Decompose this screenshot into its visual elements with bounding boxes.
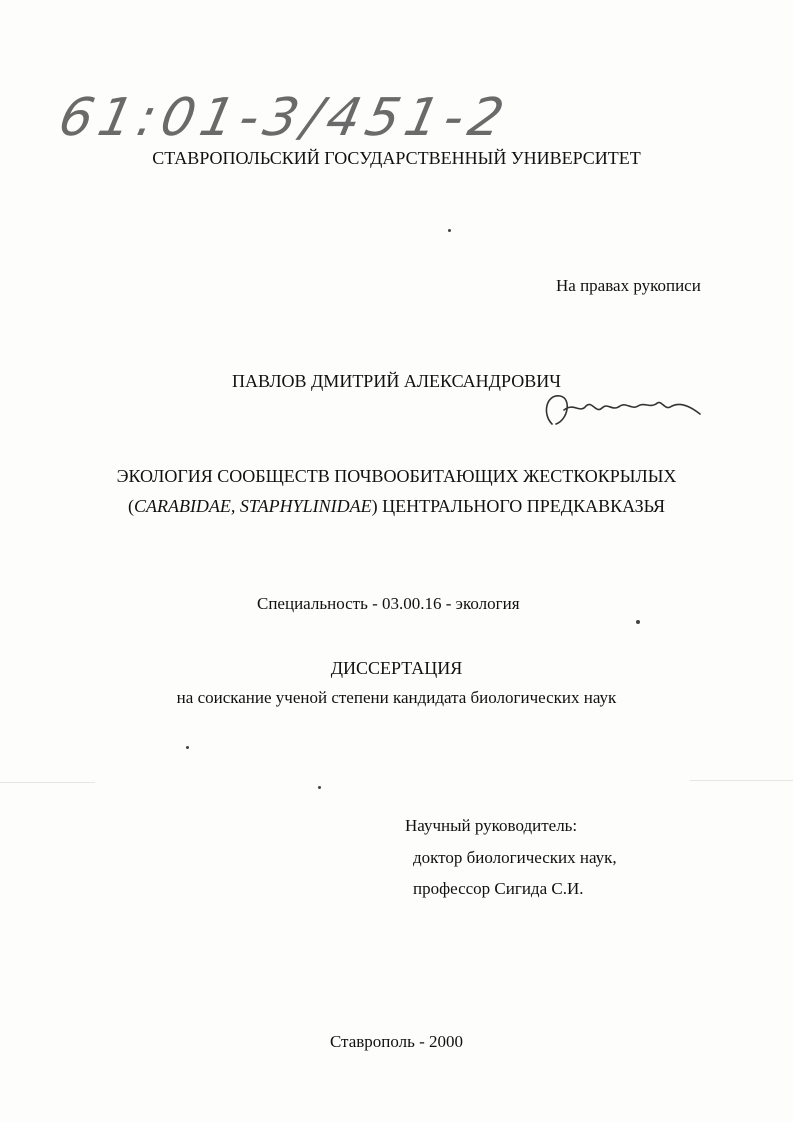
title-region: ) ЦЕНТРАЛЬНОГО ПРЕДКАВКАЗЬЯ (371, 496, 666, 516)
supervisor-degree: доктор биологических наук, (413, 848, 617, 867)
dissertation-title-line1: ЭКОЛОГИЯ СООБЩЕСТВ ПОЧВООБИТАЮЩИХ ЖЕСТКОКРЫЛЫХ (116, 466, 677, 486)
author-name: ПАВЛОВ ДМИТРИЙ АЛЕКСАНДРОВИЧ (232, 371, 561, 391)
specialty: Специальность - 03.00.16 - экология (257, 594, 520, 613)
scan-speck (636, 620, 640, 624)
dissertation-title-line2 (0, 496, 793, 516)
scan-speck (186, 746, 189, 749)
supervisor-name: профессор Сигида С.И. (413, 879, 584, 898)
title-open-paren: ( (127, 496, 134, 516)
scan-speck (318, 786, 321, 789)
rights-note: На правах рукописи (556, 276, 701, 295)
scan-speck (448, 229, 451, 232)
university-name: СТАВРОПОЛЬСКИЙ ГОСУДАРСТВЕННЫЙ УНИВЕРСИТЕТ (152, 148, 641, 168)
document-type: ДИССЕРТАЦИЯ (330, 658, 463, 678)
city-year: Ставрополь - 2000 (329, 1032, 464, 1051)
scan-artifact-line (0, 782, 95, 783)
handwritten-archive-number: 61:01-3/451-2 (53, 88, 515, 148)
title-taxa: CARABIDAE, STAPHYLINIDAE (133, 496, 372, 516)
scan-artifact-line (690, 780, 793, 781)
supervisor-label: Научный руководитель: (405, 816, 578, 835)
degree-line: на соискание ученой степени кандидата биологических наук (176, 688, 617, 707)
author-signature (540, 384, 710, 434)
